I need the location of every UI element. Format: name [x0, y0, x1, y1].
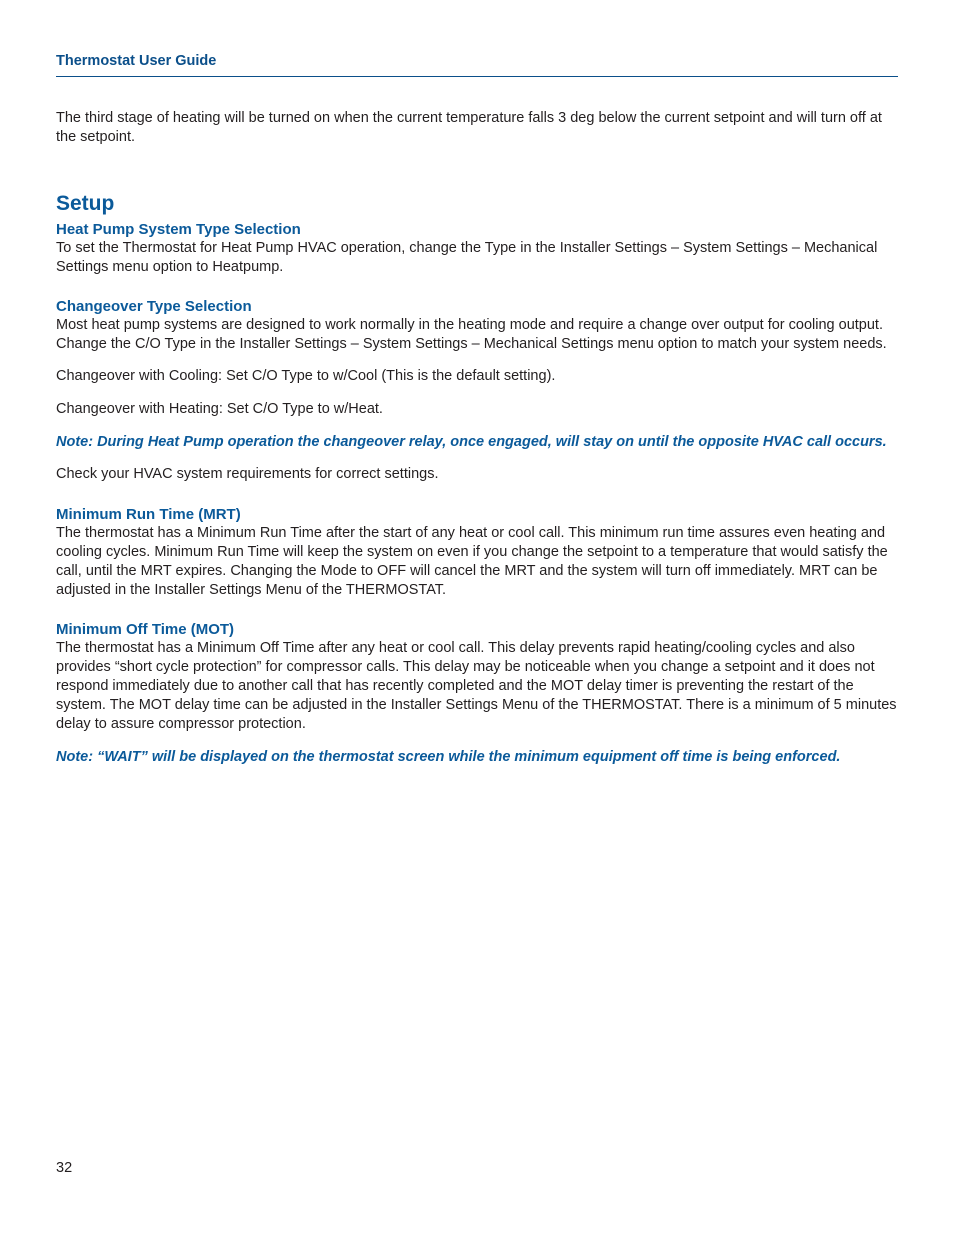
- changeover-paragraph: Most heat pump systems are designed to work normally in the heating mode and require a change over output for cooling output. Change the C/O Type in the Installer Settings – System Settings – Mechanical Settings menu option to match your system needs.: [56, 317, 887, 352]
- header-divider: [56, 76, 898, 77]
- check-requirements-line: Check your HVAC system requirements for correct settings.: [56, 466, 439, 482]
- section-title-setup: Setup: [56, 192, 115, 215]
- mot-note: Note: “WAIT” will be displayed on the thermostat screen while the minimum equipment off time is being enforced.: [56, 749, 841, 765]
- page-content: [56, 109, 902, 767]
- heat-pump-paragraph: To set the Thermostat for Heat Pump HVAC operation, change the Type in the Installer Settings – System Settings – Mechanical Settings menu option to Heatpump.: [56, 240, 878, 275]
- mrt-paragraph: The thermostat has a Minimum Run Time after the start of any heat or cool call. This minimum run time assures even heating and cooling cycles. Minimum Run Time will keep the system on even if you change the setpoint to a temperature that would satisfy the call, until the MRT expires. Changing the Mode to OFF will cancel the MRT and the system will turn off immediately. MRT can be adjusted in the Installer Settings Menu of the THERMOSTAT.: [56, 525, 888, 598]
- subheading-heat-pump-type: Heat Pump System Type Selection: [56, 221, 301, 238]
- mot-paragraph: The thermostat has a Minimum Off Time after any heat or cool call. This delay prevents rapid heating/cooling cycles and also provides “short cycle protection” for compressor calls. This delay may be noticeable when you change a setpoint and it does not respond immediately due to another call that has recently completed and the MOT delay timer is preventing the restart of the system. The MOT delay time can be adjusted in the Installer Settings Menu of the THERMOSTAT. There is a minimum of 5 minutes delay to assure compressor protection.: [56, 640, 897, 732]
- page-number: 32: [56, 1160, 73, 1176]
- changeover-cooling-line: Changeover with Cooling: Set C/O Type to w/Cool (This is the default setting).: [56, 368, 556, 384]
- running-header-title: Thermostat User Guide: [56, 53, 217, 69]
- subheading-minimum-off-time: Minimum Off Time (MOT): [56, 621, 235, 638]
- subheading-changeover-type: Changeover Type Selection: [56, 298, 252, 315]
- intro-paragraph: The third stage of heating will be turned on when the current temperature falls 3 deg below the current setpoint and will turn off at the setpoint.: [56, 110, 882, 145]
- changeover-note: Note: During Heat Pump operation the changeover relay, once engaged, will stay on until the opposite HVAC call occurs.: [56, 434, 887, 450]
- subheading-minimum-run-time: Minimum Run Time (MRT): [56, 506, 241, 523]
- changeover-heating-line: Changeover with Heating: Set C/O Type to w/Heat.: [56, 401, 383, 417]
